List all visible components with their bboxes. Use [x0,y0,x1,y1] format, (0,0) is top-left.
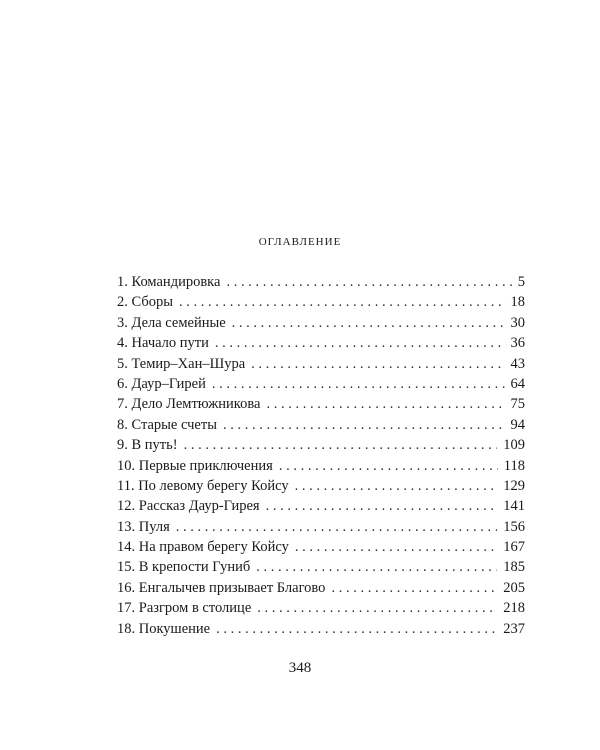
toc-entry-page: 167 [503,539,525,556]
toc-entry-title: 8. Старые счеты [117,416,217,433]
toc-entry-page: 75 [510,396,525,413]
toc-entry-page: 109 [503,437,525,454]
leader-dots [215,335,505,352]
toc-entry-title: 17. Разгром в столице [117,600,252,617]
toc-entry-page: 18 [510,294,525,311]
toc-entry [117,559,525,579]
toc-entry [117,294,525,314]
toc-entry-page: 156 [503,518,525,535]
toc-entry-title: 12. Рассказ Даур-Гирея [117,498,260,515]
toc-entry-page: 36 [510,335,525,352]
toc-entry-title: 2. Сборы [117,294,173,311]
toc-entry [117,519,525,539]
toc-entry [117,498,525,518]
toc-entry [117,458,525,478]
leader-dots [216,621,497,638]
toc-entry-title: 15. В крепости Гуниб [117,559,251,576]
toc-entry [117,417,525,437]
toc-entry [117,315,525,335]
leader-dots [184,437,498,454]
toc-entry [117,335,525,355]
toc-entry-page: 129 [503,477,525,494]
toc-entry-page: 43 [510,355,525,372]
toc-entry-title: 16. Енгалычев призывает Благово [117,579,326,596]
toc-entry-title: 18. Покушение [117,620,211,637]
toc-entry-title: 3. Дела семейные [117,314,226,331]
page-number: 348 [288,660,312,676]
leader-dots [251,356,504,373]
toc-entry-page: 118 [503,457,525,474]
toc-entry-title: 10. Первые приключения [117,457,273,474]
toc-entry-title: 7. Дело Лемтюжникова [117,396,261,413]
toc-entry-page: 185 [503,559,525,576]
toc-entry [117,621,525,641]
leader-dots [279,458,498,475]
toc-entry-page: 5 [517,274,525,290]
toc-entry-title: 14. На правом берегу Койсу [117,539,289,556]
leader-dots [295,478,498,495]
leader-dots [226,274,511,291]
toc-entry-title: 11. По левому берегу Койсу [117,477,289,494]
leader-dots [223,417,505,434]
toc-entry-page: 141 [503,498,525,515]
toc-entry [117,539,525,559]
table-of-contents [117,274,525,641]
leader-dots [266,396,504,413]
toc-entry-page: 218 [503,600,525,617]
toc-entry-page: 30 [510,314,525,331]
leader-dots [331,580,497,597]
leader-dots [212,376,505,393]
toc-entry-title: 1. Командировка [117,274,221,290]
toc-entry-page: 64 [510,375,525,392]
toc-entry-title: 6. Даур–Гирей [117,375,206,392]
leader-dots [176,519,498,536]
leader-dots [257,600,497,617]
toc-entry [117,356,525,376]
toc-entry [117,600,525,620]
toc-entry-title: 5. Темир–Хан–Шура [117,355,246,372]
leader-dots [295,539,497,556]
leader-dots [266,498,498,515]
toc-heading: оглавление [258,232,342,249]
leader-dots [232,315,505,332]
toc-entry-page: 94 [510,416,525,433]
leader-dots [256,559,497,576]
toc-entry [117,437,525,457]
toc-entry [117,478,525,498]
toc-entry-page: 237 [503,620,525,637]
leader-dots [179,294,505,311]
toc-entry [117,274,525,294]
toc-entry-page: 205 [503,579,525,596]
toc-entry [117,396,525,416]
toc-entry [117,580,525,600]
toc-entry-title: 4. Начало пути [117,335,209,352]
toc-entry-title: 13. Пуля [117,518,170,535]
toc-entry-title: 9. В путь! [117,437,178,454]
toc-entry [117,376,525,396]
